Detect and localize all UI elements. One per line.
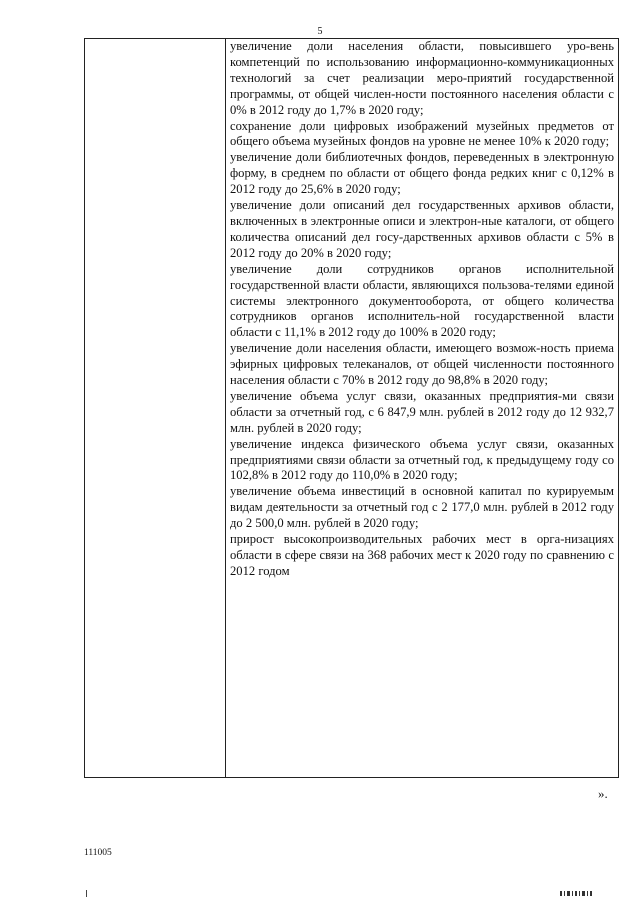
indicator-item: увеличение доли библиотечных фондов, переведенных в электронную форму, в среднем по области от общего фонда редких книг с 0,12% в 2012 году до 25,6% в 2020 году; xyxy=(230,150,614,197)
indicator-item: увеличение доли населения области, имеющего возмож-ность приема эфирных цифровых телеканалов, от общей численности постоянного населения области с 70% в 2012 году до 98,8% в 2020 году; xyxy=(230,341,614,388)
document-code: 111005 xyxy=(84,848,112,858)
page-number: 5 xyxy=(317,26,323,37)
indicator-item: увеличение доли населения области, повысившего уро-вень компетенций по использованию информационно-коммуникационных технологий за счет реализации меро-приятий государственной программы, от общей числен-ности постоянного населения области с 0% в 2012 году до 1,7% в 2020 году; xyxy=(230,39,614,117)
indicator-item: увеличение объема инвестиций в основной капитал по курируемым видам деятельности за отчетный год с 2 177,0 млн. рублей в 2012 году до 2 500,0 млн. рублей в 2020 году; xyxy=(230,484,614,531)
table-row xyxy=(85,39,619,778)
scan-edge-mark xyxy=(86,890,87,897)
closing-quote: ». xyxy=(598,786,608,801)
table-cell-empty xyxy=(85,39,226,778)
table-cell-indicators xyxy=(226,39,619,778)
indicator-item: увеличение доли описаний дел государственных архивов области, включенных в электронные описи и электрон-ные каталоги, от общего количества описаний дел госу-дарственных архивов области с 5% в 2012 году до 20% в 2020 году; xyxy=(230,198,614,260)
indicator-item: увеличение доли сотрудников органов исполнительной государственной власти области, являющихся пользова-телями единой системы электронного документооборота, от общего количества сотрудников органов исполнитель-ной государственной власти области с 11,1% в 2012 году до 100% в 2020 году; xyxy=(230,261,614,340)
indicator-item: увеличение индекса физического объема услуг связи, оказанных предприятиями связи области за отчетный год, к предыдущему году со 102,8% в 2012 году до 110,0% в 2020 году; xyxy=(230,436,614,483)
indicator-item: увеличение объема услуг связи, оказанных предприятия-ми связи области за отчетный год, с 6 847,9 млн. рублей в 2012 году до 12 932,7 млн. рублей в 2020 году; xyxy=(230,388,614,435)
indicator-item: сохранение доли цифровых изображений музейных предметов от общего объема музейных фондов на уровне не менее 10% к 2020 году; xyxy=(230,118,614,149)
scan-marks-icon xyxy=(560,888,596,898)
indicators-table xyxy=(84,38,619,778)
indicator-item: прирост высокопроизводительных рабочих мест в орга-низациях области в сфере связи на 368 рабочих мест к 2020 году по сравнению с 2012 годом xyxy=(230,532,614,578)
